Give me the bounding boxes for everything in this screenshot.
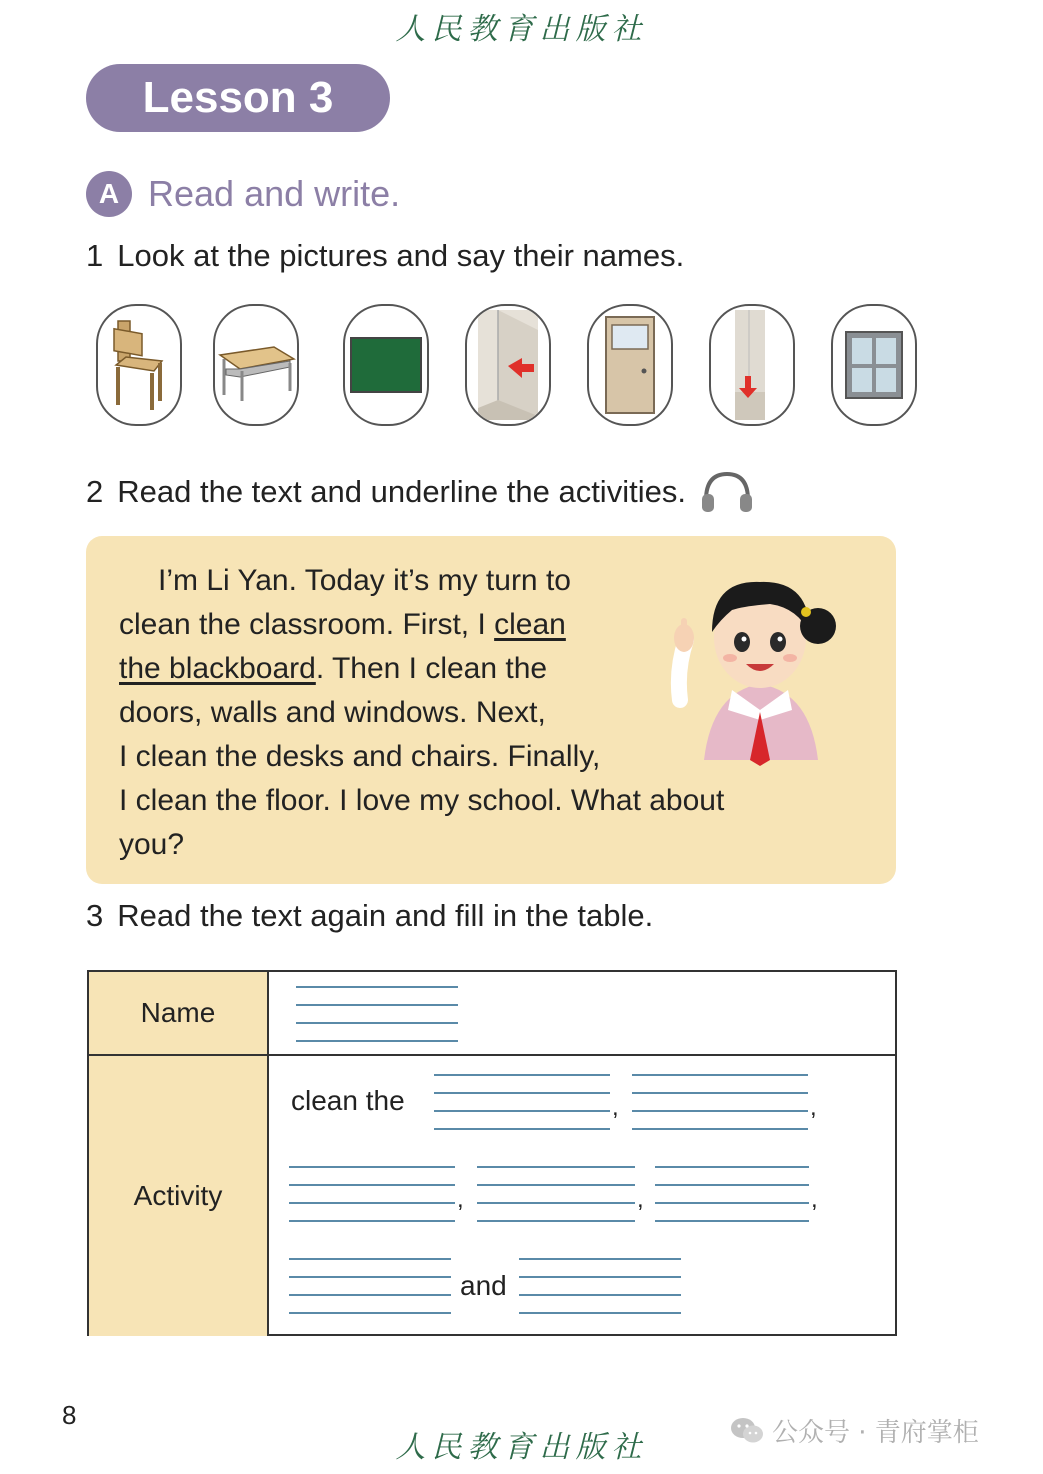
comma: , bbox=[811, 1186, 818, 1213]
comma: , bbox=[810, 1094, 817, 1121]
passage-line-7: you? bbox=[119, 828, 185, 861]
task-instruction: Read the text and underline the activities. bbox=[117, 474, 686, 509]
task-number: 1 bbox=[86, 238, 104, 273]
comma: , bbox=[637, 1186, 644, 1213]
comma: , bbox=[612, 1094, 619, 1121]
wechat-watermark bbox=[730, 1412, 979, 1449]
passage-line-3 bbox=[119, 652, 547, 686]
activity-blank-5[interactable] bbox=[655, 1166, 809, 1220]
door-icon bbox=[587, 304, 673, 426]
fill-in-table bbox=[87, 970, 897, 1336]
girl-illustration bbox=[660, 560, 860, 770]
activity-blank-1[interactable] bbox=[434, 1074, 610, 1128]
and-text: and bbox=[460, 1270, 507, 1301]
wechat-icon bbox=[730, 1417, 764, 1445]
clean-the-text: clean the bbox=[291, 1085, 405, 1116]
section-badge: A bbox=[86, 171, 132, 217]
blackboard-icon bbox=[343, 304, 429, 426]
passage-text: clean the classroom. First, I bbox=[119, 608, 495, 641]
passage-line-2 bbox=[119, 608, 566, 642]
underlined-activity: the blackboard bbox=[119, 652, 316, 685]
task-1-heading bbox=[86, 238, 684, 274]
name-blank[interactable] bbox=[296, 986, 458, 1040]
activity-blank-7[interactable] bbox=[519, 1258, 681, 1312]
task-instruction: Look at the pictures and say their names. bbox=[117, 238, 685, 273]
activity-blank-2[interactable] bbox=[632, 1074, 808, 1128]
section-title: Read and write. bbox=[148, 173, 401, 214]
publisher-header: 人民教育出版社 bbox=[395, 12, 648, 47]
activity-blank-4[interactable] bbox=[477, 1166, 635, 1220]
activity-blank-6[interactable] bbox=[289, 1258, 451, 1312]
activity-label: Activity bbox=[89, 1056, 269, 1336]
task-number: 3 bbox=[86, 898, 104, 933]
chair-icon bbox=[96, 304, 182, 426]
desk-icon bbox=[213, 304, 299, 426]
task-3-heading bbox=[86, 898, 653, 934]
wall-icon bbox=[465, 304, 551, 426]
passage-line-5: I clean the desks and chairs. Finally, bbox=[119, 740, 601, 773]
task-2-heading bbox=[86, 470, 756, 514]
window-icon bbox=[831, 304, 917, 426]
activity-blank-3[interactable] bbox=[289, 1166, 455, 1220]
passage-line-1: I’m Li Yan. Today it’s my turn to bbox=[158, 564, 571, 597]
task-instruction: Read the text again and fill in the table. bbox=[117, 898, 654, 933]
watermark-text: 公众号 · 青府掌柜 bbox=[772, 1418, 979, 1448]
underlined-activity: clean bbox=[494, 608, 566, 641]
passage-line-4: doors, walls and windows. Next, bbox=[119, 696, 546, 729]
task-number: 2 bbox=[86, 474, 104, 509]
passage-text: . Then I clean the bbox=[315, 652, 548, 685]
section-a-heading bbox=[86, 170, 400, 218]
floor-icon bbox=[709, 304, 795, 426]
name-label: Name bbox=[89, 972, 269, 1056]
comma: , bbox=[457, 1186, 464, 1213]
lesson-title: Lesson 3 bbox=[86, 64, 390, 132]
headphones-icon[interactable] bbox=[698, 470, 756, 514]
passage-line-6: I clean the floor. I love my school. What about bbox=[119, 784, 725, 817]
page-number: 8 bbox=[62, 1400, 77, 1430]
table-divider bbox=[269, 1054, 895, 1056]
publisher-footer: 人民教育出版社 bbox=[395, 1430, 648, 1465]
